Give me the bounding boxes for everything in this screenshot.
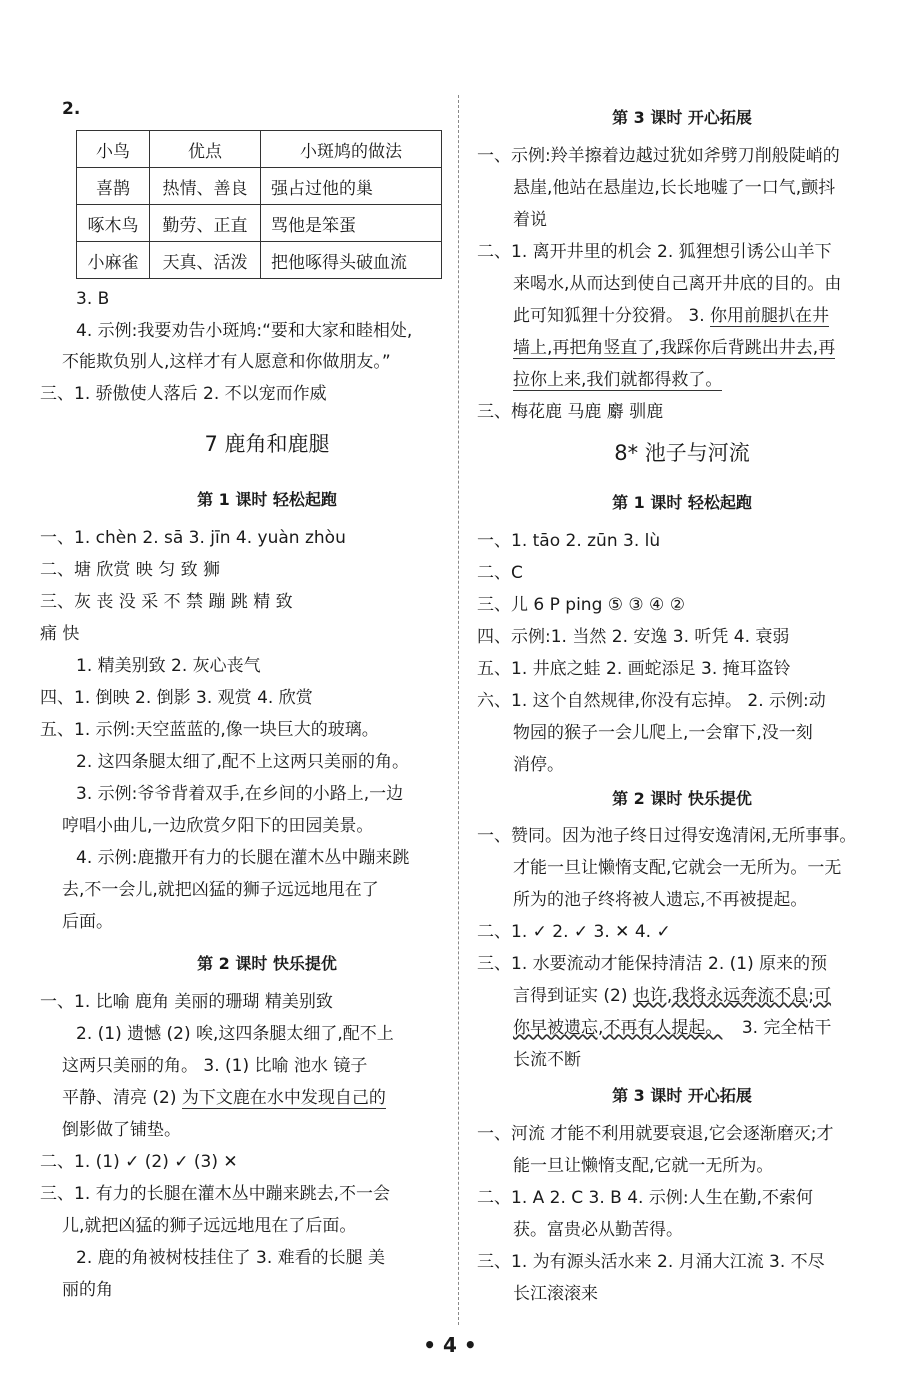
answer-line: 1. 精美别致 2. 灰心丧气 xyxy=(76,656,261,676)
table-cell: 喜鹊 xyxy=(77,168,150,205)
answer-line: 一、赞同。因为池子终日过得安逸清闲,无所事事。 xyxy=(477,826,857,846)
bird-table xyxy=(76,130,442,279)
answer-line: 三、1. 有力的长腿在灌木丛中蹦来跳去,不一会 xyxy=(40,1184,391,1204)
answer-line: 所为的池子终将被人遗忘,不再被提起。 xyxy=(513,890,808,910)
answer-line xyxy=(62,1085,386,1111)
answer-line: 4. 示例:我要劝告小斑鸠:“要和大家和睦相处, xyxy=(76,321,413,341)
table-cell: 勤劳、正直 xyxy=(150,205,261,242)
wavy-underlined-answer: 也许,我将永远奔流不息;可 xyxy=(632,986,832,1006)
answer-line: 长流不断 xyxy=(513,1050,581,1070)
answer-line: 物园的猴子一会儿爬上,一会窜下,没一刻 xyxy=(513,723,813,743)
answer-text: 言得到证实 (2) xyxy=(513,986,628,1006)
answer-line: 四、示例:1. 当然 2. 安逸 3. 听凭 4. 衰弱 xyxy=(477,627,790,647)
answer-line: 倒影做了铺垫。 xyxy=(62,1120,181,1140)
answer-line: 消停。 xyxy=(513,755,564,775)
answer-line: 去,不一会儿,就把凶猛的狮子远远地甩在了 xyxy=(62,880,379,900)
answer-line: 才能一旦让懒惰支配,它就会一无所为。一无 xyxy=(513,858,842,878)
section-title: 第 3 课时 开心拓展 xyxy=(612,108,752,127)
answer-line: 3. 示例:爷爷背着双手,在乡间的小路上,一边 xyxy=(76,784,404,804)
answer-line: 二、C xyxy=(477,563,523,583)
answer-line xyxy=(513,303,829,329)
section-title: 第 1 课时 轻松起跑 xyxy=(612,493,752,512)
answer-text: 平静、清亮 (2) xyxy=(62,1088,177,1108)
answer-line xyxy=(513,367,722,393)
lesson-title: 8* 池子与河流 xyxy=(614,441,750,465)
answer-line: 4. 示例:鹿撒开有力的长腿在灌木丛中蹦来跳 xyxy=(76,848,410,868)
answer-line: 二、1. 离开井里的机会 2. 狐狸想引诱公山羊下 xyxy=(477,242,832,262)
answer-line: 这两只美丽的角。 3. (1) 比喻 池水 镜子 xyxy=(62,1056,368,1076)
question-label: 2. xyxy=(62,99,81,119)
answer-line: 二、1. ✓ 2. ✓ 3. ✕ 4. ✓ xyxy=(477,922,671,942)
section-title: 第 2 课时 快乐提优 xyxy=(612,789,752,808)
table-cell: 把他啄得头破血流 xyxy=(261,242,442,279)
table-cell: 骂他是笨蛋 xyxy=(261,205,442,242)
answer-line: 三、1. 骄傲使人落后 2. 不以宠而作威 xyxy=(40,384,327,404)
lesson-title: 7 鹿角和鹿腿 xyxy=(204,432,330,456)
answer-line xyxy=(513,335,835,361)
table-row xyxy=(77,242,442,279)
answer-line: 三、1. 为有源头活水来 2. 月涌大江流 3. 不尽 xyxy=(477,1252,825,1272)
section-title: 第 1 课时 轻松起跑 xyxy=(197,490,337,509)
answer-line: 一、示例:羚羊擦着边越过犹如斧劈刀削般陡峭的 xyxy=(477,146,840,166)
answer-line: 二、塘 欣赏 映 匀 致 狮 xyxy=(40,560,221,580)
answer-line: 后面。 xyxy=(62,912,113,932)
table-header-row xyxy=(77,131,442,168)
answer-text: 3. 完全枯干 xyxy=(741,1018,832,1038)
answer-line: 一、1. tāo 2. zūn 3. lù xyxy=(477,531,661,551)
answer-line: 不能欺负别人,这样才有人愿意和你做朋友。” xyxy=(62,352,391,372)
underlined-answer: 为下文鹿在水中发现自己的 xyxy=(181,1088,386,1108)
answer-line: 六、1. 这个自然规律,你没有忘掉。 2. 示例:动 xyxy=(477,691,826,711)
answer-line: 哼唱小曲儿,一边欣赏夕阳下的田园美景。 xyxy=(62,816,374,836)
answer-line: 五、1. 示例:天空蓝蓝的,像一块巨大的玻璃。 xyxy=(40,720,379,740)
answer-line: 二、1. (1) ✓ (2) ✓ (3) ✕ xyxy=(40,1152,238,1172)
table-cell: 强占过他的巢 xyxy=(261,168,442,205)
underlined-answer: 拉你上来,我们就都得救了。 xyxy=(513,370,723,390)
answer-line: 三、灰 丧 没 采 不 禁 蹦 跳 精 致 xyxy=(40,592,293,612)
answer-line: 一、1. 比喻 鹿角 美丽的珊瑚 精美别致 xyxy=(40,992,333,1012)
wavy-underlined-answer: 你早被遗忘,不再有人提起。 xyxy=(513,1018,723,1038)
column-divider xyxy=(458,95,459,1325)
page-number: • 4 • xyxy=(423,1333,477,1357)
table-cell: 热情、善良 xyxy=(150,168,261,205)
answer-line: 四、1. 倒映 2. 倒影 3. 观赏 4. 欣赏 xyxy=(40,688,313,708)
answer-line: 三、梅花鹿 马鹿 麝 驯鹿 xyxy=(477,402,664,422)
section-title: 第 3 课时 开心拓展 xyxy=(612,1086,752,1105)
table-header: 小斑鸠的做法 xyxy=(261,131,442,168)
answer-line xyxy=(513,1015,831,1041)
answer-line: 二、1. A 2. C 3. B 4. 示例:人生在勤,不索何 xyxy=(477,1188,813,1208)
underlined-answer: 你用前腿扒在井 xyxy=(710,306,830,326)
answer-line: 获。富贵必从勤苦得。 xyxy=(513,1220,683,1240)
table-cell: 天真、活泼 xyxy=(150,242,261,279)
answer-line xyxy=(513,983,831,1009)
answer-line: 2. 鹿的角被树枝挂住了 3. 难看的长腿 美 xyxy=(76,1248,386,1268)
answer-line: 丽的角 xyxy=(62,1280,113,1300)
underlined-answer: 墙上,再把角竖直了,我踩你后背跳出井去,再 xyxy=(513,338,836,358)
table-cell: 小麻雀 xyxy=(77,242,150,279)
answer-text: 此可知狐狸十分狡猾。 3. xyxy=(513,306,705,326)
answer-line: 3. B xyxy=(76,289,110,309)
answer-line: 一、1. chèn 2. sā 3. jīn 4. yuàn zhòu xyxy=(40,528,346,548)
answer-line: 2. (1) 遗憾 (2) 唉,这四条腿太细了,配不上 xyxy=(76,1024,394,1044)
answer-line: 2. 这四条腿太细了,配不上这两只美丽的角。 xyxy=(76,752,410,772)
answer-line: 五、1. 井底之蛙 2. 画蛇添足 3. 掩耳盗铃 xyxy=(477,659,791,679)
answer-line: 三、儿 6 P ping ⑤ ③ ④ ② xyxy=(477,595,685,615)
answer-line: 着说 xyxy=(513,210,547,230)
table-row xyxy=(77,205,442,242)
answer-line: 悬崖,他站在悬崖边,长长地嘘了一口气,颤抖 xyxy=(513,178,836,198)
answer-line: 长江滚滚来 xyxy=(513,1284,598,1304)
answer-line: 一、河流 才能不利用就要衰退,它会逐渐磨灭;才 xyxy=(477,1124,834,1144)
answer-line: 能一旦让懒惰支配,它就一无所为。 xyxy=(513,1156,774,1176)
answer-line: 痛 快 xyxy=(40,624,80,644)
section-title: 第 2 课时 快乐提优 xyxy=(197,954,337,973)
answer-line: 来喝水,从而达到使自己离开井底的目的。由 xyxy=(513,274,842,294)
table-cell: 啄木鸟 xyxy=(77,205,150,242)
answer-line: 三、1. 水要流动才能保持清洁 2. (1) 原来的预 xyxy=(477,954,828,974)
table-header: 小鸟 xyxy=(77,131,150,168)
table-row xyxy=(77,168,442,205)
answer-line: 儿,就把凶猛的狮子远远地甩在了后面。 xyxy=(62,1216,357,1236)
table-header: 优点 xyxy=(150,131,261,168)
